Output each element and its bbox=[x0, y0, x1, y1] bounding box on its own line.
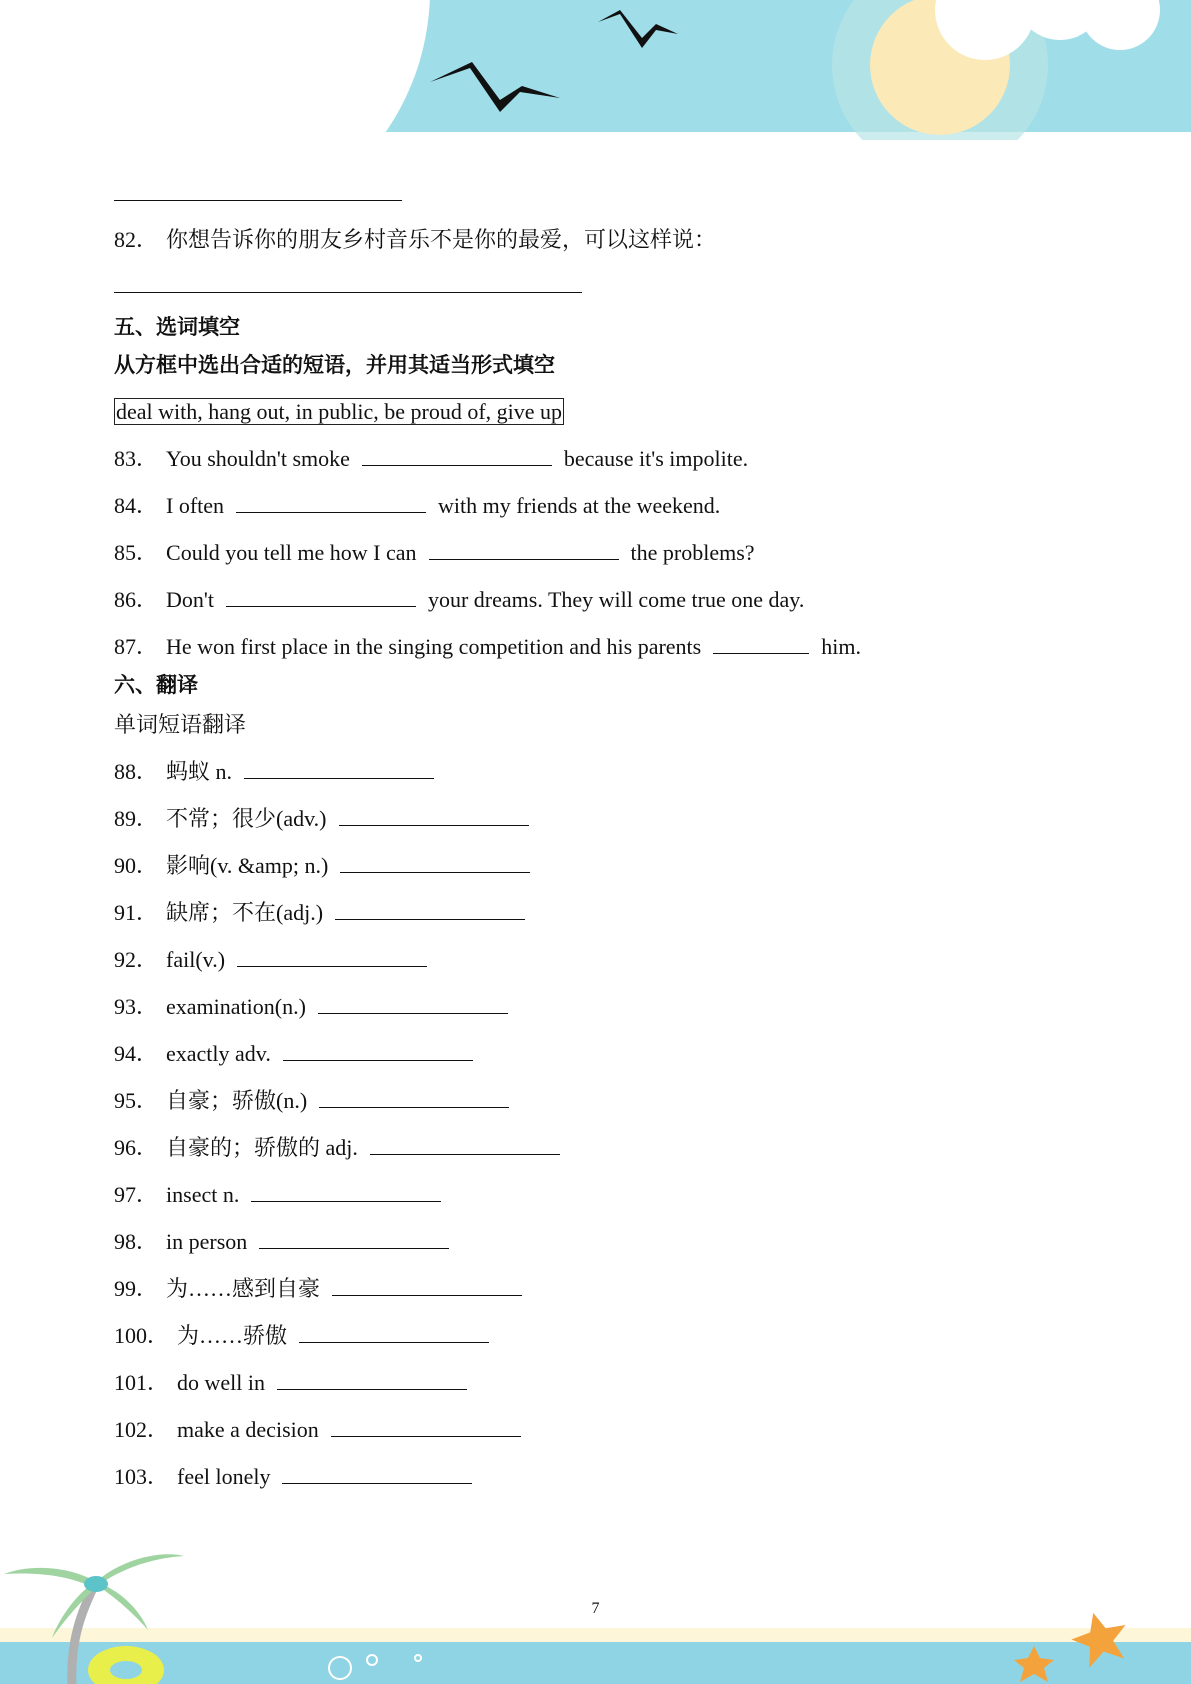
fill-item bbox=[114, 585, 804, 615]
term-text: 为……骄傲 bbox=[177, 1323, 288, 1348]
translate-item bbox=[114, 1227, 449, 1257]
answer-blank[interactable] bbox=[370, 1134, 560, 1155]
answer-blank[interactable] bbox=[362, 445, 552, 466]
question-number: 87． bbox=[114, 634, 159, 659]
translate-item bbox=[114, 1462, 472, 1492]
translate-item bbox=[114, 945, 427, 975]
term-text: make a decision bbox=[177, 1417, 319, 1442]
term-text: 缺席；不在(adj.) bbox=[166, 900, 324, 925]
question-number: 83． bbox=[114, 446, 159, 471]
section-heading: 五、选词填空 bbox=[114, 315, 240, 339]
translate-item bbox=[114, 851, 530, 881]
translate-item bbox=[114, 1086, 509, 1116]
term-text: insect n. bbox=[166, 1182, 240, 1207]
question-text-after: the problems? bbox=[630, 540, 755, 565]
question-number: 103． bbox=[114, 1464, 170, 1489]
term-text: 影响(v. &amp; n.) bbox=[166, 853, 329, 878]
question-text-before: Could you tell me how I can bbox=[166, 540, 417, 565]
term-text: do well in bbox=[177, 1370, 266, 1395]
answer-blank[interactable] bbox=[277, 1369, 467, 1390]
fill-item bbox=[114, 444, 748, 474]
answer-blank[interactable] bbox=[283, 1040, 473, 1061]
question-number: 101． bbox=[114, 1370, 170, 1395]
translate-item bbox=[114, 1368, 467, 1398]
answer-blank[interactable] bbox=[299, 1322, 489, 1343]
question-number: 91． bbox=[114, 900, 159, 925]
translate-item bbox=[114, 1274, 522, 1304]
question-number: 99． bbox=[114, 1276, 159, 1301]
fill-item bbox=[114, 538, 755, 568]
question-82 bbox=[114, 225, 716, 255]
translate-item bbox=[114, 992, 508, 1022]
cloud-icon bbox=[0, 0, 430, 140]
header-sky-banner bbox=[0, 0, 1191, 140]
term-text: 不常；很少(adv.) bbox=[166, 806, 327, 831]
answer-blank[interactable] bbox=[319, 1087, 509, 1108]
question-text-before: Don't bbox=[166, 587, 214, 612]
question-number: 95． bbox=[114, 1088, 159, 1113]
question-text-after: because it's impolite. bbox=[563, 446, 749, 471]
term-text: 为……感到自豪 bbox=[166, 1276, 321, 1301]
question-number: 85． bbox=[114, 540, 159, 565]
term-text: fail(v.) bbox=[166, 947, 226, 972]
question-text-before: You shouldn't smoke bbox=[166, 446, 350, 471]
term-text: 自豪；骄傲(n.) bbox=[166, 1088, 308, 1113]
question-text-before: He won first place in the singing competition and his parents bbox=[166, 634, 702, 659]
answer-line bbox=[114, 270, 582, 301]
question-text-after: him. bbox=[821, 634, 861, 659]
question-text-after: your dreams. They will come true one day. bbox=[427, 587, 805, 612]
section-instruction: 从方框中选出合适的短语，并用其适当形式填空 bbox=[114, 353, 555, 377]
question-text-before: I often bbox=[166, 493, 225, 518]
answer-blank[interactable] bbox=[713, 633, 809, 654]
answer-blank[interactable] bbox=[429, 539, 619, 560]
question-text-after: with my friends at the weekend. bbox=[438, 493, 721, 518]
term-text: exactly adv. bbox=[166, 1041, 271, 1066]
question-number: 92． bbox=[114, 947, 159, 972]
question-number: 90． bbox=[114, 853, 159, 878]
question-number: 86． bbox=[114, 587, 159, 612]
translate-item bbox=[114, 1180, 441, 1210]
question-number: 97． bbox=[114, 1182, 159, 1207]
translate-item bbox=[114, 757, 434, 787]
question-number: 93． bbox=[114, 994, 159, 1019]
fill-item bbox=[114, 491, 720, 521]
translate-item bbox=[114, 1039, 473, 1069]
question-number: 84． bbox=[114, 493, 159, 518]
question-text: 你想告诉你的朋友乡村音乐不是你的最爱，可以这样说： bbox=[166, 227, 717, 252]
answer-blank[interactable] bbox=[244, 758, 434, 779]
translate-item bbox=[114, 1415, 521, 1445]
answer-blank[interactable] bbox=[282, 1463, 472, 1484]
question-number: 100． bbox=[114, 1323, 170, 1348]
question-number: 82． bbox=[114, 227, 159, 252]
word-box-text: deal with, hang out, in public, be proud of, give up bbox=[116, 399, 563, 424]
answer-line bbox=[114, 178, 402, 209]
question-number: 96． bbox=[114, 1135, 159, 1160]
term-text: feel lonely bbox=[177, 1464, 271, 1489]
answer-blank[interactable] bbox=[226, 586, 416, 607]
translate-item bbox=[114, 1133, 560, 1163]
answer-blank[interactable] bbox=[332, 1275, 522, 1296]
answer-blank[interactable] bbox=[339, 805, 529, 826]
answer-blank[interactable] bbox=[331, 1416, 521, 1437]
translate-item bbox=[114, 804, 529, 834]
term-text: in person bbox=[166, 1229, 248, 1254]
answer-blank[interactable] bbox=[259, 1228, 449, 1249]
translate-item bbox=[114, 1321, 489, 1351]
question-number: 98． bbox=[114, 1229, 159, 1254]
fill-item bbox=[114, 632, 861, 662]
question-number: 88． bbox=[114, 759, 159, 784]
term-text: examination(n.) bbox=[166, 994, 306, 1019]
section-subheading: 单词短语翻译 bbox=[114, 712, 247, 737]
question-number: 102． bbox=[114, 1417, 170, 1442]
translate-item bbox=[114, 898, 525, 928]
term-text: 蚂蚁 n. bbox=[166, 759, 233, 784]
page-number: 7 bbox=[591, 1600, 600, 1617]
question-number: 89． bbox=[114, 806, 159, 831]
answer-blank[interactable] bbox=[236, 492, 426, 513]
section-heading: 六、翻译 bbox=[114, 673, 198, 697]
answer-blank[interactable] bbox=[318, 993, 508, 1014]
answer-blank[interactable] bbox=[251, 1181, 441, 1202]
term-text: 自豪的；骄傲的 adj. bbox=[166, 1135, 358, 1160]
word-box bbox=[114, 397, 564, 427]
answer-blank[interactable] bbox=[335, 899, 525, 920]
answer-blank[interactable] bbox=[237, 946, 427, 967]
question-number: 94． bbox=[114, 1041, 159, 1066]
answer-blank[interactable] bbox=[340, 852, 530, 873]
